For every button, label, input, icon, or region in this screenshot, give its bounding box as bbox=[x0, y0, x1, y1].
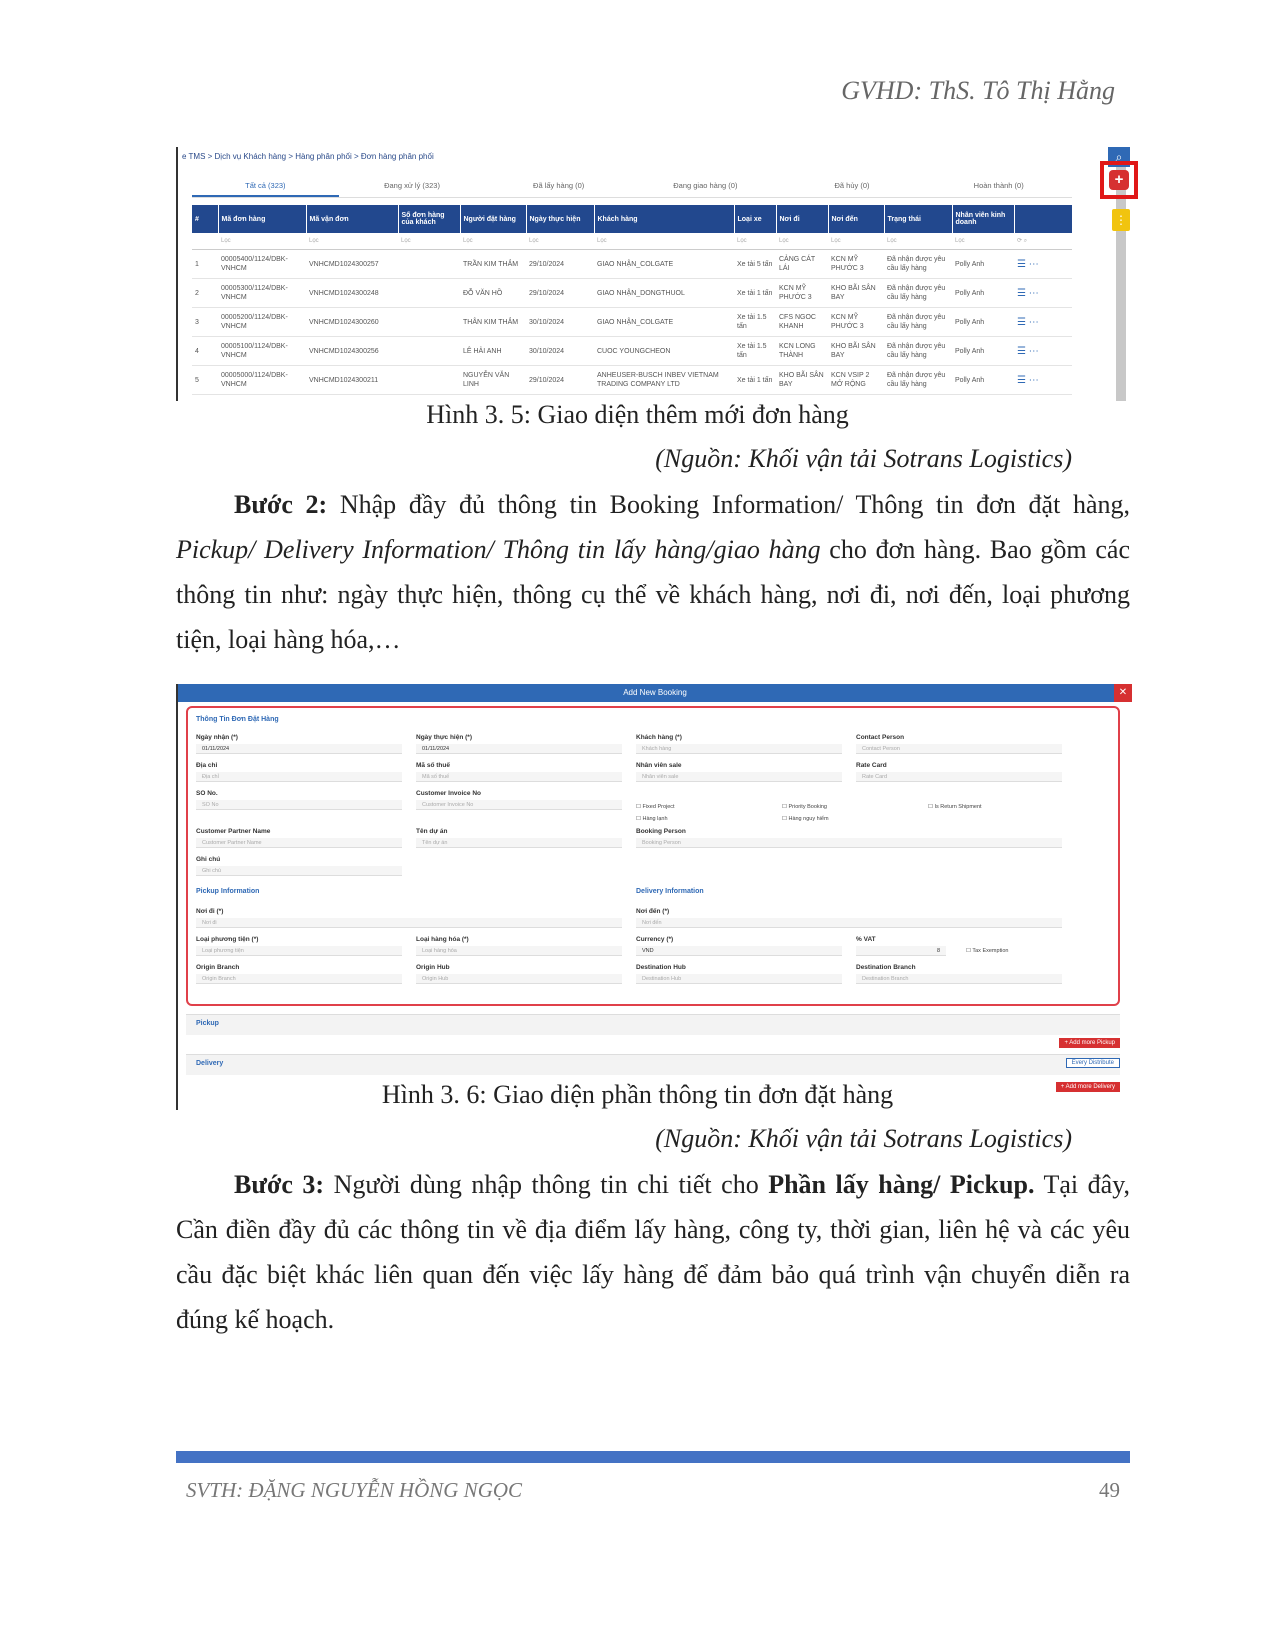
col-header[interactable]: Ngày thực hiện bbox=[526, 205, 594, 233]
figure1-source: (Nguồn: Khối vận tải Sotrans Logistics) bbox=[655, 444, 1072, 473]
section-pickup-info: Pickup Information bbox=[196, 888, 260, 895]
add-order-button[interactable]: + bbox=[1109, 170, 1129, 190]
col-header[interactable]: Trạng thái bbox=[884, 205, 952, 233]
table-cell-order: 00005000/1124/DBK-VNHCM bbox=[218, 366, 306, 395]
col-header[interactable]: Loại xe bbox=[734, 205, 776, 233]
close-icon[interactable]: ✕ bbox=[1114, 684, 1132, 702]
delivery-band-label: Delivery bbox=[196, 1060, 224, 1067]
step3-text-cont: Tại đây, Cần điền đầy đủ các thông tin về địa điểm lấy hàng, công ty, thời gian, liên hệ và các yêu cầu đặc biệt khác liên quan đến việc lấy hàng để đảm bảo quá trình vận chuyển diễn ra đúng kế hoạch. bbox=[176, 1170, 1130, 1334]
table-cell-no: 4 bbox=[192, 337, 218, 366]
page-number: 49 bbox=[1099, 1478, 1120, 1502]
table-cell-sales: Polly Anh bbox=[952, 366, 1014, 395]
vat-input[interactable]: 8 bbox=[856, 946, 946, 956]
dia-chi-input[interactable]: Địa chỉ bbox=[196, 772, 402, 782]
so-no-input[interactable]: SO No bbox=[196, 800, 402, 810]
table-cell-no: 5 bbox=[192, 366, 218, 395]
table-cell-to: KCN MỸ PHƯỚC 3 bbox=[828, 308, 884, 337]
table-cell-sales: Polly Anh bbox=[952, 308, 1014, 337]
table-cell-to: KHO BÃI SÂN BAY bbox=[828, 337, 884, 366]
scrollbar[interactable] bbox=[1116, 167, 1126, 401]
table-cell-date: 29/10/2024 bbox=[526, 366, 594, 395]
ngay-nhan-input[interactable]: 01/11/2024 bbox=[196, 744, 402, 754]
ten-du-an-input[interactable]: Tên dự án bbox=[416, 838, 622, 848]
table-cell-orderer: TRẦN KIM THẮM bbox=[460, 250, 526, 279]
tab-processing[interactable]: Đang xử lý (323) bbox=[384, 181, 440, 190]
label-dia-chi: Địa chỉ bbox=[196, 762, 218, 769]
tab-completed[interactable]: Hoàn thành (0) bbox=[973, 181, 1024, 190]
label-cust-partner: Customer Partner Name bbox=[196, 828, 271, 835]
filter-input[interactable]: Lọc bbox=[734, 233, 776, 250]
label-origin-hub: Origin Hub bbox=[416, 964, 450, 971]
col-header[interactable]: Nhân viên kinh doanh bbox=[952, 205, 1014, 233]
modal-title-bar bbox=[178, 684, 1132, 702]
table-row[interactable] bbox=[192, 337, 1072, 366]
status-tabs bbox=[192, 177, 1072, 198]
table-cell-from: KHO BÃI SÂN BAY bbox=[776, 366, 828, 395]
table-cell-waybill: VNHCMD1024300211 bbox=[306, 366, 398, 395]
step3-text: Người dùng nhập thông tin chi tiết cho bbox=[324, 1170, 769, 1199]
loai-hh-select[interactable]: Loại hàng hóa bbox=[416, 946, 622, 956]
origin-hub-input[interactable]: Origin Hub bbox=[416, 974, 622, 984]
figure1-caption: Hình 3. 5: Giao diện thêm mới đơn hàng bbox=[426, 400, 849, 429]
label-currency: Currency (*) bbox=[636, 936, 674, 943]
table-cell-vehicle: Xe tải 1.5 tấn bbox=[734, 308, 776, 337]
ghi-chu-input[interactable]: Ghi chú bbox=[196, 866, 402, 876]
ngay-thuc-hien-input[interactable]: 01/11/2024 bbox=[416, 744, 622, 754]
table-cell-status: Đã nhận được yêu cầu lấy hàng bbox=[884, 308, 952, 337]
table-row[interactable] bbox=[192, 308, 1072, 337]
label-contact: Contact Person bbox=[856, 734, 905, 741]
table-cell-date: 29/10/2024 bbox=[526, 279, 594, 308]
orders-table bbox=[192, 205, 1072, 395]
row-actions-icon[interactable]: ☰ ⋯ bbox=[1014, 337, 1072, 366]
table-cell-customer: GIAO NHẬN_DONGTHUOL bbox=[594, 279, 734, 308]
filter-row bbox=[192, 233, 1072, 250]
table-cell-waybill: VNHCMD1024300260 bbox=[306, 308, 398, 337]
noi-di-select[interactable]: Nơi đi bbox=[196, 918, 622, 928]
booking-person-select[interactable]: Booking Person bbox=[636, 838, 1062, 848]
table-cell-sales: Polly Anh bbox=[952, 279, 1014, 308]
label-ma-so-thue: Mã số thuế bbox=[416, 762, 450, 769]
filter-input[interactable]: Lọc bbox=[398, 233, 460, 250]
table-cell-customer: GIAO NHẬN_COLGATE bbox=[594, 308, 734, 337]
khach-hang-select[interactable]: Khách hàng bbox=[636, 744, 842, 754]
label-noi-den: Nơi đến (*) bbox=[636, 908, 670, 915]
table-cell-vehicle: Xe tải 1 tấn bbox=[734, 366, 776, 395]
label-noi-di: Nơi đi (*) bbox=[196, 908, 224, 915]
table-cell-no: 3 bbox=[192, 308, 218, 337]
col-header[interactable]: Người đặt hàng bbox=[460, 205, 526, 233]
table-cell-orderer: LÊ HẢI ANH bbox=[460, 337, 526, 366]
tab-delivering[interactable]: Đang giao hàng (0) bbox=[673, 181, 738, 190]
row-actions-icon[interactable]: ☰ ⋯ bbox=[1014, 308, 1072, 337]
table-cell-orderer: THÂN KIM THẮM bbox=[460, 308, 526, 337]
breadcrumb: e TMS > Dịch vụ Khách hàng > Hàng phân phối > Đơn hàng phân phối bbox=[182, 152, 434, 161]
table-cell-from: CẢNG CÁT LÁI bbox=[776, 250, 828, 279]
table-cell-cust_no bbox=[398, 250, 460, 279]
filter-input[interactable]: Lọc bbox=[776, 233, 828, 250]
table-cell-sales: Polly Anh bbox=[952, 250, 1014, 279]
label-ghi-chu: Ghi chú bbox=[196, 856, 221, 863]
table-cell-orderer: NGUYỄN VĂN LINH bbox=[460, 366, 526, 395]
footer-student: SVTH: ĐẶNG NGUYỄN HỒNG NGỌC bbox=[186, 1478, 523, 1502]
dest-hub-input[interactable]: Destination Hub bbox=[636, 974, 842, 984]
table-cell-vehicle: Xe tải 1 tấn bbox=[734, 279, 776, 308]
ma-so-thue-input[interactable]: Mã số thuế bbox=[416, 772, 622, 782]
label-dest-hub: Destination Hub bbox=[636, 964, 686, 971]
table-row[interactable] bbox=[192, 366, 1072, 395]
table-cell-customer: CUOC YOUNGCHEON bbox=[594, 337, 734, 366]
supervisor-header: GVHD: ThS. Tô Thị Hằng bbox=[841, 76, 1115, 105]
every-distribute-button[interactable]: Every Distribute bbox=[1066, 1058, 1120, 1068]
label-khach-hang: Khách hàng (*) bbox=[636, 734, 682, 741]
table-cell-vehicle: Xe tải 1.5 tấn bbox=[734, 337, 776, 366]
table-cell-to: KHO BÃI SÂN BAY bbox=[828, 279, 884, 308]
table-cell-from: KCN LONG THÀNH bbox=[776, 337, 828, 366]
table-cell-cust_no bbox=[398, 308, 460, 337]
table-cell-cust_no bbox=[398, 279, 460, 308]
label-vat: % VAT bbox=[856, 936, 876, 943]
col-header[interactable]: Nơi đi bbox=[776, 205, 828, 233]
add-pickup-button[interactable]: + Add more Pickup bbox=[1059, 1038, 1120, 1048]
filter-input[interactable]: Lọc bbox=[526, 233, 594, 250]
step2-text: Nhập đầy đủ thông tin Booking Information/ Thông tin đơn đặt hàng, bbox=[327, 490, 1130, 519]
loai-pt-select[interactable]: Loại phương tiện bbox=[196, 946, 402, 956]
table-cell-no: 2 bbox=[192, 279, 218, 308]
table-header-row bbox=[192, 205, 1072, 233]
add-delivery-button[interactable]: + Add more Delivery bbox=[1056, 1082, 1120, 1092]
table-cell-orderer: ĐỖ VĂN HỒ bbox=[460, 279, 526, 308]
table-cell-status: Đã nhận được yêu cầu lấy hàng bbox=[884, 366, 952, 395]
pickup-band-label: Pickup bbox=[196, 1020, 219, 1027]
table-cell-cust_no bbox=[398, 366, 460, 395]
table-cell-order: 00005300/1124/DBK-VNHCM bbox=[218, 279, 306, 308]
paragraph-step2 bbox=[176, 482, 1130, 662]
step2-text-cont: cho đơn hàng. Bao gồm các thông tin như: ngày thực hiện, thông cụ thể về khách hàng, nơi đi, nơi đến, loại phương tiện, loại hàng hóa,… bbox=[176, 535, 1130, 654]
noi-den-select[interactable]: Nơi đến bbox=[636, 918, 1062, 928]
table-cell-date: 30/10/2024 bbox=[526, 337, 594, 366]
table-cell-to: KCN MỸ PHƯỚC 3 bbox=[828, 250, 884, 279]
filter-input[interactable]: Lọc bbox=[594, 233, 734, 250]
table-row[interactable] bbox=[192, 279, 1072, 308]
table-cell-waybill: VNHCMD1024300248 bbox=[306, 279, 398, 308]
contact-select[interactable]: Contact Person bbox=[856, 744, 1062, 754]
col-header[interactable]: Mã đơn hàng bbox=[218, 205, 306, 233]
step2-italic: Pickup/ Delivery Information/ Thông tin lấy hàng/giao hàng bbox=[176, 535, 821, 564]
label-cust-invoice: Customer Invoice No bbox=[416, 790, 482, 797]
table-cell-status: Đã nhận được yêu cầu lấy hàng bbox=[884, 279, 952, 308]
table-cell-customer: ANHEUSER-BUSCH INBEV VIETNAM TRADING COMPANY LTD bbox=[594, 366, 734, 395]
step3-bold: Phần lấy hàng/ Pickup. bbox=[768, 1170, 1035, 1199]
tab-cancelled[interactable]: Đã hủy (0) bbox=[834, 181, 870, 190]
table-cell-order: 00005100/1124/DBK-VNHCM bbox=[218, 337, 306, 366]
label-booking-person: Booking Person bbox=[636, 828, 686, 835]
table-cell-status: Đã nhận được yêu cầu lấy hàng bbox=[884, 250, 952, 279]
label-ten-du-an: Tên dự án bbox=[416, 828, 448, 835]
table-cell-from: KCN MỸ PHƯỚC 3 bbox=[776, 279, 828, 308]
origin-branch-input[interactable]: Origin Branch bbox=[196, 974, 402, 984]
table-cell-waybill: VNHCMD1024300257 bbox=[306, 250, 398, 279]
label-nhan-vien-sale: Nhân viên sale bbox=[636, 762, 682, 769]
fixed-project-checkbox[interactable]: ☐ Fixed Project bbox=[636, 804, 675, 810]
col-header[interactable]: Khách hàng bbox=[594, 205, 734, 233]
label-rate-card: Rate Card bbox=[856, 762, 887, 769]
filter-input[interactable]: Lọc bbox=[218, 233, 306, 250]
table-cell-vehicle: Xe tải 5 tấn bbox=[734, 250, 776, 279]
section-booking-info: Thông Tin Đơn Đặt Hàng bbox=[196, 716, 279, 723]
table-cell-status: Đã nhận được yêu cầu lấy hàng bbox=[884, 337, 952, 366]
search-icon[interactable]: ⌕ bbox=[1108, 147, 1130, 167]
section-delivery-info: Delivery Information bbox=[636, 888, 704, 895]
label-loai-hh: Loại hàng hóa (*) bbox=[416, 936, 469, 943]
more-options-icon[interactable]: ⋮ bbox=[1112, 209, 1130, 231]
label-loai-pt: Loại phương tiện (*) bbox=[196, 936, 259, 943]
figure2-caption: Hình 3. 6: Giao diện phần thông tin đơn đặt hàng bbox=[381, 1080, 894, 1109]
row-actions-icon[interactable]: ☰ ⋯ bbox=[1014, 366, 1072, 395]
step2-label: Bước 2: bbox=[234, 490, 328, 519]
row-actions-icon[interactable]: ☰ ⋯ bbox=[1014, 279, 1072, 308]
delivery-band[interactable] bbox=[186, 1054, 1120, 1075]
booking-info-highlight bbox=[186, 706, 1120, 1006]
figure-order-list bbox=[176, 147, 1132, 401]
table-cell-from: CFS NGOC KHANH bbox=[776, 308, 828, 337]
label-ngay-nhan: Ngày nhận (*) bbox=[196, 734, 238, 741]
col-header bbox=[1014, 205, 1072, 233]
hang-nguy-hiem-checkbox[interactable]: ☐ Hàng nguy hiểm bbox=[782, 816, 829, 822]
cust-invoice-input[interactable]: Customer Invoice No bbox=[416, 800, 622, 810]
table-cell-date: 29/10/2024 bbox=[526, 250, 594, 279]
nhan-vien-sale-input[interactable]: Nhân viên sale bbox=[636, 772, 842, 782]
col-header[interactable]: Mã vận đơn bbox=[306, 205, 398, 233]
step3-label: Bước 3: bbox=[234, 1170, 325, 1199]
table-cell-sales: Polly Anh bbox=[952, 337, 1014, 366]
label-origin-branch: Origin Branch bbox=[196, 964, 240, 971]
table-row[interactable] bbox=[192, 250, 1072, 279]
table-cell-order: 00005200/1124/DBK-VNHCM bbox=[218, 308, 306, 337]
label-dest-branch: Destination Branch bbox=[856, 964, 916, 971]
priority-checkbox[interactable]: ☐ Priority Booking bbox=[782, 804, 827, 810]
cust-partner-input[interactable]: Customer Partner Name bbox=[196, 838, 402, 848]
figure-add-booking bbox=[176, 684, 1132, 1110]
tab-all[interactable]: Tất cả (323) bbox=[192, 177, 339, 197]
hang-lanh-checkbox[interactable]: ☐ Hàng lạnh bbox=[636, 816, 668, 822]
table-cell-customer: GIAO NHẬN_COLGATE bbox=[594, 250, 734, 279]
col-header: # bbox=[192, 205, 218, 233]
filter-input[interactable]: Lọc bbox=[306, 233, 398, 250]
filter-input[interactable]: Lọc bbox=[952, 233, 1014, 250]
return-shipment-checkbox[interactable]: ☐ Is Return Shipment bbox=[928, 804, 982, 810]
tax-exemption-checkbox[interactable]: ☐ Tax Exemption bbox=[966, 948, 1009, 954]
col-header[interactable]: Nơi đến bbox=[828, 205, 884, 233]
table-cell-to: KCN VSIP 2 MỞ RỘNG bbox=[828, 366, 884, 395]
rate-card-input[interactable]: Rate Card bbox=[856, 772, 1062, 782]
label-ngay-thuc-hien: Ngày thực hiện (*) bbox=[416, 734, 472, 741]
table-cell-no: 1 bbox=[192, 250, 218, 279]
filter-input[interactable]: Lọc bbox=[828, 233, 884, 250]
table-cell-date: 30/10/2024 bbox=[526, 308, 594, 337]
filter-input[interactable]: Lọc bbox=[460, 233, 526, 250]
label-so-no: SO No. bbox=[196, 790, 218, 797]
table-cell-cust_no bbox=[398, 337, 460, 366]
paragraph-step3 bbox=[176, 1162, 1130, 1342]
refresh-search-icons[interactable]: ⟳ ⌕ bbox=[1014, 233, 1072, 250]
tab-picked-up[interactable]: Đã lấy hàng (0) bbox=[533, 181, 585, 190]
filter-input[interactable]: Lọc bbox=[884, 233, 952, 250]
pickup-band[interactable] bbox=[186, 1014, 1120, 1035]
footer-bar bbox=[176, 1451, 1130, 1463]
col-header[interactable]: Số đơn hàng của khách bbox=[398, 205, 460, 233]
figure2-source: (Nguồn: Khối vận tải Sotrans Logistics) bbox=[655, 1124, 1072, 1153]
dest-branch-input[interactable]: Destination Branch bbox=[856, 974, 1062, 984]
add-order-highlight bbox=[1100, 161, 1138, 199]
row-actions-icon[interactable]: ☰ ⋯ bbox=[1014, 250, 1072, 279]
table-cell-waybill: VNHCMD1024300256 bbox=[306, 337, 398, 366]
currency-select[interactable]: VND bbox=[636, 946, 842, 956]
modal-title: Add New Booking bbox=[623, 688, 687, 697]
table-cell-order: 00005400/1124/DBK-VNHCM bbox=[218, 250, 306, 279]
